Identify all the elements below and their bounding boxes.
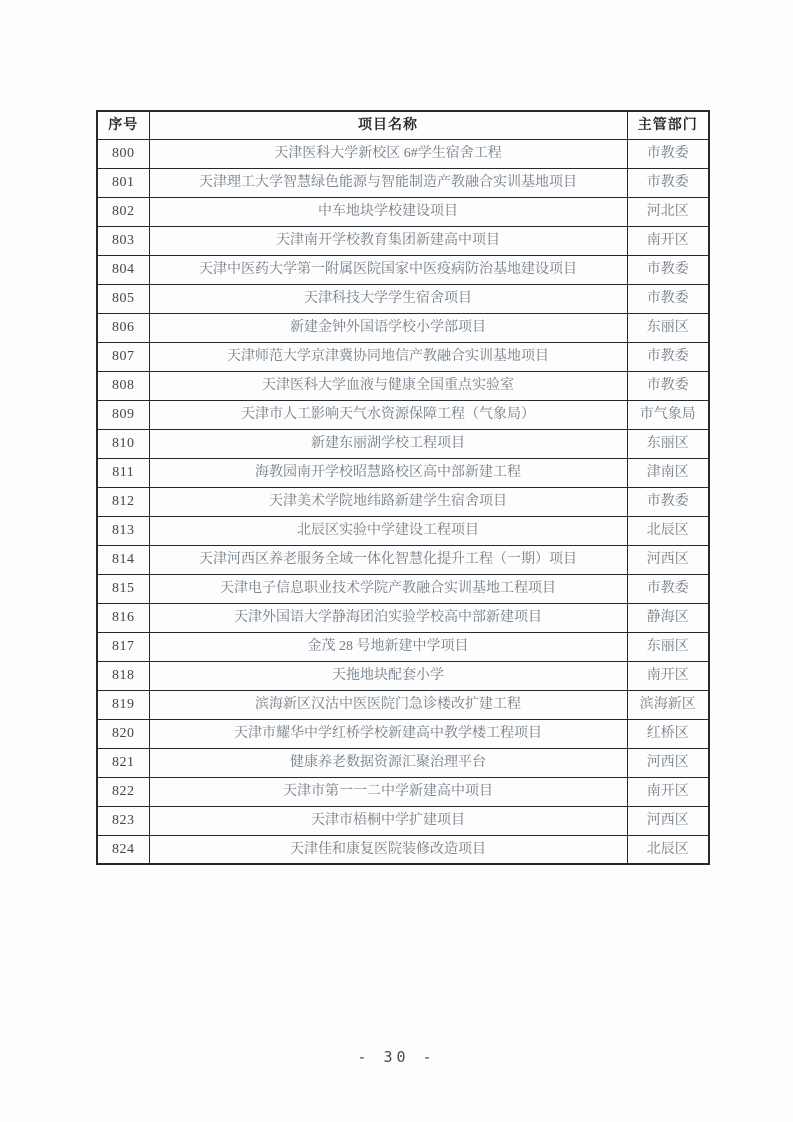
table-row — [97, 719, 709, 748]
project-name-cell: 滨海新区汉沽中医医院门急诊楼改扩建工程 — [149, 690, 627, 719]
table-header-row — [97, 111, 709, 139]
department-cell: 南开区 — [627, 226, 709, 255]
department-cell: 南开区 — [627, 777, 709, 806]
serial-number-cell: 816 — [97, 603, 149, 632]
table-row — [97, 690, 709, 719]
table-row — [97, 342, 709, 371]
department-cell: 市教委 — [627, 168, 709, 197]
projects-table — [96, 110, 710, 865]
project-name-cell: 天津河西区养老服务全域一体化智慧化提升工程（一期）项目 — [149, 545, 627, 574]
table-row — [97, 835, 709, 864]
project-name-cell: 天津美术学院地纬路新建学生宿舍项目 — [149, 487, 627, 516]
serial-number-cell: 822 — [97, 777, 149, 806]
department-cell: 河北区 — [627, 197, 709, 226]
department-cell: 市教委 — [627, 255, 709, 284]
table-row — [97, 545, 709, 574]
serial-number-cell: 809 — [97, 400, 149, 429]
department-cell: 东丽区 — [627, 313, 709, 342]
department-cell: 东丽区 — [627, 632, 709, 661]
serial-number-cell: 823 — [97, 806, 149, 835]
project-name-cell: 天津中医药大学第一附属医院国家中医疫病防治基地建设项目 — [149, 255, 627, 284]
project-name-cell: 天津师范大学京津冀协同地信产教融合实训基地项目 — [149, 342, 627, 371]
table-row — [97, 429, 709, 458]
page-number: - 30 - — [357, 1048, 436, 1066]
table-row — [97, 487, 709, 516]
project-name-cell: 金茂 28 号地新建中学项目 — [149, 632, 627, 661]
table-body — [97, 139, 709, 864]
department-cell: 滨海新区 — [627, 690, 709, 719]
project-name-cell: 新建东丽湖学校工程项目 — [149, 429, 627, 458]
table-row — [97, 255, 709, 284]
table-row — [97, 806, 709, 835]
table-row — [97, 371, 709, 400]
serial-number-cell: 820 — [97, 719, 149, 748]
column-header-project-name: 项目名称 — [149, 111, 627, 139]
project-name-cell: 天拖地块配套小学 — [149, 661, 627, 690]
project-name-cell: 天津外国语大学静海团泊实验学校高中部新建项目 — [149, 603, 627, 632]
column-header-index: 序号 — [97, 111, 149, 139]
project-name-cell: 健康养老数据资源汇聚治理平台 — [149, 748, 627, 777]
project-name-cell: 天津电子信息职业技术学院产教融合实训基地工程项目 — [149, 574, 627, 603]
table-row — [97, 603, 709, 632]
serial-number-cell: 806 — [97, 313, 149, 342]
serial-number-cell: 805 — [97, 284, 149, 313]
table-row — [97, 777, 709, 806]
project-name-cell: 北辰区实验中学建设工程项目 — [149, 516, 627, 545]
department-cell: 河西区 — [627, 806, 709, 835]
department-cell: 市教委 — [627, 574, 709, 603]
project-name-cell: 海教园南开学校昭慧路校区高中部新建工程 — [149, 458, 627, 487]
project-name-cell: 天津医科大学新校区 6#学生宿舍工程 — [149, 139, 627, 168]
table-row — [97, 313, 709, 342]
department-cell: 南开区 — [627, 661, 709, 690]
table-row — [97, 661, 709, 690]
department-cell: 北辰区 — [627, 835, 709, 864]
department-cell: 东丽区 — [627, 429, 709, 458]
column-header-department: 主管部门 — [627, 111, 709, 139]
department-cell: 市教委 — [627, 342, 709, 371]
serial-number-cell: 818 — [97, 661, 149, 690]
serial-number-cell: 812 — [97, 487, 149, 516]
serial-number-cell: 819 — [97, 690, 149, 719]
table-row — [97, 284, 709, 313]
project-name-cell: 天津市耀华中学红桥学校新建高中教学楼工程项目 — [149, 719, 627, 748]
serial-number-cell: 802 — [97, 197, 149, 226]
serial-number-cell: 813 — [97, 516, 149, 545]
department-cell: 市教委 — [627, 139, 709, 168]
table-row — [97, 748, 709, 777]
serial-number-cell: 817 — [97, 632, 149, 661]
project-name-cell: 天津市第一一二中学新建高中项目 — [149, 777, 627, 806]
project-name-cell: 天津理工大学智慧绿色能源与智能制造产教融合实训基地项目 — [149, 168, 627, 197]
department-cell: 市气象局 — [627, 400, 709, 429]
serial-number-cell: 803 — [97, 226, 149, 255]
department-cell: 静海区 — [627, 603, 709, 632]
serial-number-cell: 821 — [97, 748, 149, 777]
project-name-cell: 新建金钟外国语学校小学部项目 — [149, 313, 627, 342]
serial-number-cell: 800 — [97, 139, 149, 168]
serial-number-cell: 814 — [97, 545, 149, 574]
table-row — [97, 632, 709, 661]
project-name-cell: 天津市人工影响天气水资源保障工程（气象局） — [149, 400, 627, 429]
project-name-cell: 天津科技大学学生宿舍项目 — [149, 284, 627, 313]
table-row — [97, 574, 709, 603]
project-name-cell: 天津市梧桐中学扩建项目 — [149, 806, 627, 835]
table-row — [97, 516, 709, 545]
project-name-cell: 中车地块学校建设项目 — [149, 197, 627, 226]
table-row — [97, 226, 709, 255]
department-cell: 河西区 — [627, 545, 709, 574]
serial-number-cell: 807 — [97, 342, 149, 371]
department-cell: 市教委 — [627, 284, 709, 313]
project-name-cell: 天津医科大学血液与健康全国重点实验室 — [149, 371, 627, 400]
department-cell: 河西区 — [627, 748, 709, 777]
department-cell: 市教委 — [627, 371, 709, 400]
serial-number-cell: 808 — [97, 371, 149, 400]
project-name-cell: 天津南开学校教育集团新建高中项目 — [149, 226, 627, 255]
table-row — [97, 458, 709, 487]
table-header — [97, 111, 709, 139]
table-row — [97, 168, 709, 197]
serial-number-cell: 815 — [97, 574, 149, 603]
department-cell: 市教委 — [627, 487, 709, 516]
department-cell: 北辰区 — [627, 516, 709, 545]
table-row — [97, 197, 709, 226]
department-cell: 津南区 — [627, 458, 709, 487]
serial-number-cell: 811 — [97, 458, 149, 487]
serial-number-cell: 804 — [97, 255, 149, 284]
department-cell: 红桥区 — [627, 719, 709, 748]
table-row — [97, 400, 709, 429]
table-row — [97, 139, 709, 168]
serial-number-cell: 801 — [97, 168, 149, 197]
project-name-cell: 天津佳和康复医院装修改造项目 — [149, 835, 627, 864]
serial-number-cell: 824 — [97, 835, 149, 864]
serial-number-cell: 810 — [97, 429, 149, 458]
